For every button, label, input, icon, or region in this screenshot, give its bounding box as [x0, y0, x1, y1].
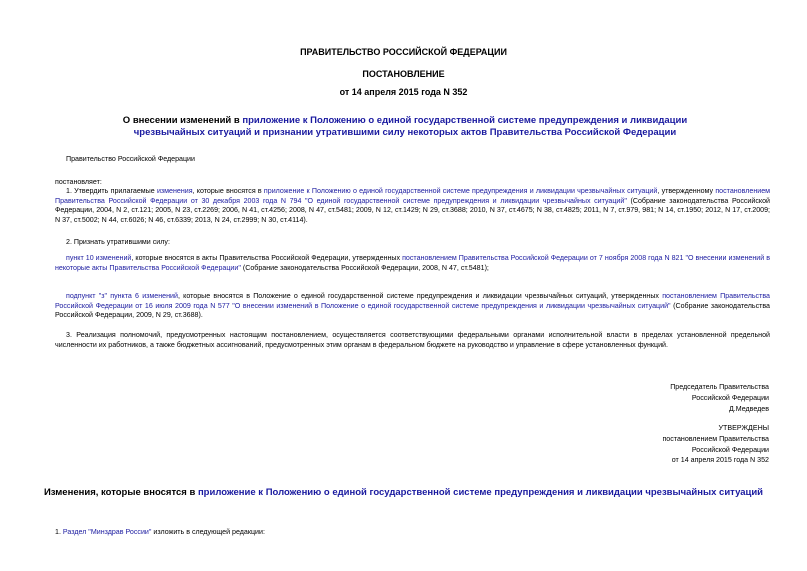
p3-text-a: , которые вносятся в акты Правительства Российской Федерации, утвержденных [131, 254, 403, 262]
item1-number: 1. [55, 528, 63, 536]
p4-link-subitem[interactable]: подпункт "з" пункта 6 изменений [66, 292, 178, 300]
p3-text-b: (Собрание законодательства Российской Федерации, 2008, N 47, ст.5481); [240, 263, 489, 272]
approved-label: УТВЕРЖДЕНЫ [718, 424, 769, 432]
changes-item-1 [55, 528, 265, 536]
p1-link-changes[interactable]: изменения [156, 187, 193, 195]
changes-link[interactable]: приложение к Положению о единой государственной системе предупреждения и ликвидации чрезвычайных ситуаций [197, 487, 764, 498]
changes-heading [0, 487, 807, 498]
p3-link-item10[interactable]: пункт 10 изменений [66, 254, 132, 262]
approved-date: от 14 апреля 2015 года N 352 [671, 456, 769, 465]
paragraph-2: 2. Признать утратившими силу: [66, 238, 170, 246]
signature-position: Председатель Правительства [670, 383, 769, 391]
changes-prefix: Изменения, которые вносятся в [43, 487, 198, 498]
p1-link-decree-794[interactable]: постановлением Правительства Российской Федерации от 30 декабря 2003 года N 794 "О единой государственной системе предупреждения и ликвидации чрезвычайных ситуаций" [55, 187, 771, 205]
p1-text-c: , утвержденному [657, 187, 716, 195]
decree-line: постановляет: [55, 178, 102, 186]
p1-link-appendix[interactable]: приложение к Положению о единой государственной системе предупреждения и ликвидации чрезвычайных ситуаций [263, 187, 658, 195]
government-line: Правительство Российской Федерации [66, 155, 195, 163]
paragraph-5: 3. Реализация полномочий, предусмотренных настоящим постановлением, осуществляется соответствующими федеральными органами исполнительной власти в пределах установленной предельной численности их работников, а также бюджетных ассигнований, предусмотренных этим органам в федеральном бюджете на руководство и управление в сфере установленных функций. [55, 331, 770, 349]
p1-text-b: , которые вносятся в [192, 187, 264, 195]
paragraph-4 [55, 292, 770, 321]
paragraph-3 [55, 254, 770, 273]
document-subject [90, 115, 720, 139]
doc-date-number: от 14 апреля 2015 года N 352 [339, 87, 468, 97]
org-title: ПРАВИТЕЛЬСТВО РОССИЙСКОЙ ФЕДЕРАЦИИ [300, 47, 507, 57]
subject-link[interactable]: приложение к Положению о единой государственной системе предупреждения и ликвидации чрезвычайных ситуаций и признании утратившими силу некоторых актов Правительства Российской Федерации [133, 115, 688, 138]
p4-text-a: , которые вносятся в Положение о единой государственной системе предупреждения и ликвидации чрезвычайных ситуаций, утвержденных [177, 292, 663, 300]
item1-rest: изложить в следующей редакции: [151, 528, 265, 536]
approved-by: постановлением Правительства [662, 434, 769, 443]
p4-link-decree-577[interactable]: постановлением Правительства Российской Федерации от 16 июля 2009 года N 577 "О внесении изменений в Положение о единой государственной системе предупреждения и ликвидации чрезвычайных ситуаций" [55, 292, 770, 310]
p1-text-a: 1. Утвердить прилагаемые [66, 187, 157, 195]
p3-link-decree-821[interactable]: постановлением Правительства Российской Федерации от 7 ноября 2008 года N 821 "О внесении изменений в некоторые акты Правительства Российской Федерации" [55, 254, 771, 272]
approved-block [549, 423, 769, 466]
subject-prefix: О внесении изменений в [122, 115, 243, 126]
signature-block [549, 382, 769, 414]
approved-country: Российской Федерации [691, 445, 769, 454]
p1-text-d: (Собрание законодательства Российской Федерации, 2004, N 2, ст.121; 2005, N 23, ст.2269; 2006, N 41, ст.4256; 2008, N 47, ст.5481; 2009, N 12, ст.1429; N 29, ст.3688; 2010, N 37, ст.4675; N 38, ст.4825; 2011, N 7, ст.979, 981; N 14, ст.1950; 2012, N 17, ст.2009; N 37, ст.5002; N 44, ст.6026; N 46, ст.6339; 2013, N 24, ст.2999; N 30, ст.4114). [55, 196, 770, 224]
paragraph-1 [55, 187, 770, 225]
signature-country: Российской Федерации [691, 393, 769, 402]
doc-type: ПОСТАНОВЛЕНИЕ [362, 69, 445, 79]
p4-text-b: (Собрание законодательства Российской Федерации, 2009, N 29, ст.3688). [55, 301, 770, 320]
signature-name: Д.Медведев [728, 404, 769, 413]
item1-link-section[interactable]: Раздел "Минздрав России" [62, 528, 152, 536]
